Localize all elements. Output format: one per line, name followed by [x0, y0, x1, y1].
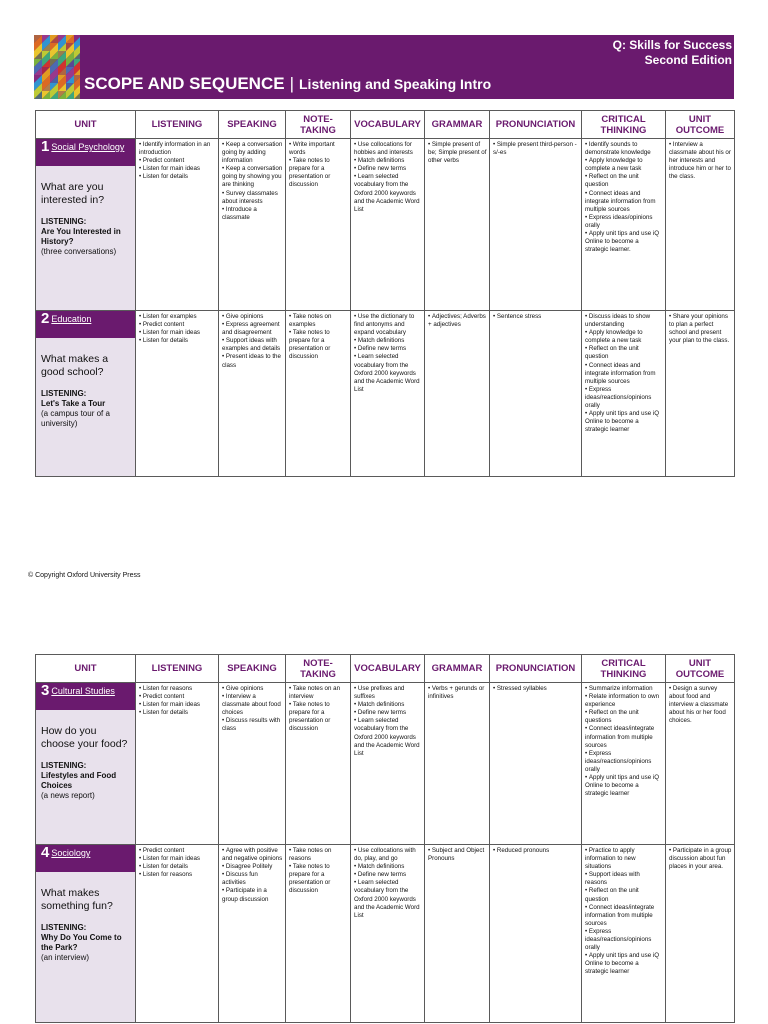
pronunciation-cell [490, 683, 582, 845]
bullet-list [222, 847, 283, 904]
bullet-list [354, 685, 422, 758]
scope-table-2 [35, 654, 735, 1023]
bullet-list [428, 141, 487, 165]
bullet-item: • Stressed syllables [493, 685, 579, 693]
bullet-item: • Disagree Politely [222, 863, 283, 871]
unit-listening-info [41, 761, 130, 801]
bullet-item: • Apply knowledge to complete a new task [585, 157, 663, 173]
bullet-item: • Interview a classmate about food choices [222, 693, 283, 717]
bullet-item: • Practice to apply information to new situations [585, 847, 663, 871]
bullet-item: • Use collocations for hobbies and interests [354, 141, 422, 157]
bullet-item: • Match definitions [354, 701, 422, 709]
bullet-item: • Express agreement and disagreement [222, 321, 283, 337]
bullet-item: • Apply unit tips and use iQ Online to become a strategic learner [585, 774, 663, 798]
bullet-item: • Learn selected vocabulary from the Oxford 2000 keywords and the Academic Word List [354, 717, 422, 757]
column-header-speaking: SPEAKING [219, 111, 286, 139]
vocabulary-cell [351, 139, 425, 311]
bullet-item: • Design a survey about food and interview a classmate about his or her food choices. [669, 685, 732, 725]
bullet-item: • Keep a conversation going by showing you are thinking [222, 165, 283, 189]
unit-number: 1 [41, 138, 50, 155]
unit-question: What makes something fun? [41, 887, 113, 912]
bullet-item: • Listen for reasons [139, 871, 216, 879]
bullet-list [585, 685, 663, 798]
listening-description: (three conversations) [41, 247, 117, 256]
bullet-list [585, 141, 663, 254]
bullet-item: • Listen for details [139, 863, 216, 871]
unit-header [36, 139, 135, 166]
bullet-item: • Take notes to prepare for a presentation or discussion [289, 329, 348, 361]
bullet-item: • Apply knowledge to complete a new task [585, 329, 663, 345]
bullet-item: • Listen for reasons [139, 685, 216, 693]
bullet-item: • Interview a classmate about his or her interests and introduce him or her to the class. [669, 141, 732, 181]
bullet-list [585, 847, 663, 977]
listening-description: (an interview) [41, 953, 90, 962]
bullet-list [289, 313, 348, 362]
brand-line-2: Second Edition [644, 53, 732, 67]
listening-title: Why Do You Come to the Park? [41, 933, 122, 952]
bullet-list [428, 847, 487, 863]
scope-table-1 [35, 110, 735, 477]
bullet-list [289, 685, 348, 734]
bullet-list [139, 141, 216, 181]
bullet-item: • Listen for examples [139, 313, 216, 321]
bullet-item: • Express ideas/reactions/opinions orally [585, 386, 663, 410]
column-header-note-taking: NOTE-TAKING [286, 655, 351, 683]
column-header-pronunciation: PRONUNCIATION [490, 655, 582, 683]
bullet-item: • Present ideas to the class [222, 353, 283, 369]
unit-header [36, 311, 135, 338]
vocabulary-cell [351, 845, 425, 1023]
bullet-item: • Verbs + gerunds or infinitives [428, 685, 487, 701]
outcome-cell [666, 845, 735, 1023]
bullet-item: • Define new terms [354, 165, 422, 173]
pronunciation-cell [490, 139, 582, 311]
bullet-item: • Predict content [139, 693, 216, 701]
column-header-listening: LISTENING [136, 655, 219, 683]
bullet-item: • Take notes to prepare for a presentation or discussion [289, 157, 348, 189]
column-header-unit: UNIT [36, 655, 136, 683]
unit-cell [36, 139, 136, 311]
listening-title: Let's Take a Tour [41, 399, 106, 408]
column-header-critical-thinking: CRITICAL THINKING [582, 655, 666, 683]
speaking-cell [219, 139, 286, 311]
bullet-item: • Relate information to own experience [585, 693, 663, 709]
bullet-item: • Take notes to prepare for a presentation or discussion [289, 701, 348, 733]
bullet-list [289, 847, 348, 896]
critical-thinking-cell [582, 311, 666, 477]
bullet-list [354, 141, 422, 214]
bullet-item: • Listen for main ideas [139, 329, 216, 337]
column-header-grammar: GRAMMAR [425, 655, 490, 683]
unit-number: 4 [41, 844, 50, 861]
bullet-item: • Connect ideas and integrate information from multiple sources [585, 190, 663, 214]
outcome-cell [666, 311, 735, 477]
bullet-item: • Apply unit tips and use iQ Online to become a strategic learner. [585, 230, 663, 254]
bullet-item: • Discuss ideas to show understanding [585, 313, 663, 329]
column-header-vocabulary: VOCABULARY [351, 655, 425, 683]
vocabulary-cell [351, 683, 425, 845]
unit-question: What makes a good school? [41, 353, 109, 378]
unit-name-link[interactable]: Cultural Studies [51, 686, 115, 696]
grammar-cell [425, 311, 490, 477]
listening-cell [136, 845, 219, 1023]
bullet-item: • Summarize information [585, 685, 663, 693]
bullet-item: • Sentence stress [493, 313, 579, 321]
bullet-item: • Survey classmates about interests [222, 190, 283, 206]
bullet-item: • Take notes on an interview [289, 685, 348, 701]
column-header-unit-outcome: UNIT OUTCOME [666, 655, 735, 683]
column-header-unit: UNIT [36, 111, 136, 139]
unit-number: 3 [41, 682, 50, 699]
bullet-item: • Express ideas/reactions/opinions orally [585, 750, 663, 774]
note-taking-cell [286, 683, 351, 845]
grammar-cell [425, 139, 490, 311]
bullet-item: • Adjectives; Adverbs + adjectives [428, 313, 487, 329]
brand-line-1: Q: Skills for Success [612, 38, 732, 52]
bullet-item: • Take notes on reasons [289, 847, 348, 863]
bullet-list [493, 141, 579, 157]
listening-title: Are You Interested in History? [41, 227, 121, 246]
outcome-cell [666, 139, 735, 311]
bullet-list [222, 141, 283, 222]
bullet-item: • Express ideas/opinions orally [585, 214, 663, 230]
bullet-list [354, 313, 422, 394]
outcome-cell [666, 683, 735, 845]
listening-label: LISTENING: [41, 389, 87, 398]
bullet-item: • Connect ideas/integrate information from multiple sources [585, 904, 663, 928]
bullet-list [428, 685, 487, 701]
unit-header [36, 845, 135, 872]
bullet-item: • Apply unit tips and use iQ Online to become a strategic learner [585, 952, 663, 976]
bullet-item: • Reflect on the unit questions [585, 709, 663, 725]
pronunciation-cell [490, 845, 582, 1023]
grammar-cell [425, 683, 490, 845]
unit-listening-info [41, 217, 130, 257]
column-header-pronunciation: PRONUNCIATION [490, 111, 582, 139]
brand-block [613, 38, 732, 68]
unit-header [36, 683, 135, 710]
bullet-item: • Use the dictionary to find antonyms and expand vocabulary [354, 313, 422, 337]
page-title [84, 74, 491, 94]
copyright-text: © Copyright Oxford University Press [28, 572, 141, 579]
column-header-vocabulary: VOCABULARY [351, 111, 425, 139]
unit-row [36, 139, 735, 311]
unit-listening-info [41, 923, 130, 963]
unit-name-link[interactable]: Sociology [51, 848, 91, 858]
column-header-note-taking: NOTE-TAKING [286, 111, 351, 139]
bullet-item: • Reflect on the unit question [585, 345, 663, 361]
bullet-item: • Listen for details [139, 709, 216, 717]
bullet-list [354, 847, 422, 920]
column-header-row [36, 655, 735, 683]
column-header-critical-thinking: CRITICAL THINKING [582, 111, 666, 139]
column-header-grammar: GRAMMAR [425, 111, 490, 139]
listening-cell [136, 683, 219, 845]
note-taking-cell [286, 139, 351, 311]
bullet-item: • Listen for main ideas [139, 165, 216, 173]
bullet-item: • Predict content [139, 157, 216, 165]
column-header-speaking: SPEAKING [219, 655, 286, 683]
bullet-item: • Listen for details [139, 337, 216, 345]
bullet-item: • Predict content [139, 321, 216, 329]
column-header-listening: LISTENING [136, 111, 219, 139]
bullet-item: • Keep a conversation going by adding information [222, 141, 283, 165]
bullet-list [669, 685, 732, 725]
bullet-item: • Discuss fun activities [222, 871, 283, 887]
bullet-list [585, 313, 663, 434]
bullet-item: • Listen for main ideas [139, 855, 216, 863]
bullet-item: • Give opinions [222, 313, 283, 321]
bullet-item: • Simple present of be; Simple present of other verbs [428, 141, 487, 165]
bullet-item: • Match definitions [354, 863, 422, 871]
unit-row [36, 683, 735, 845]
unit-question: How do you choose your food? [41, 725, 128, 750]
bullet-item: • Reduced pronouns [493, 847, 579, 855]
title-separator: | [289, 74, 294, 93]
unit-name-link[interactable]: Education [51, 314, 92, 324]
bullet-item: • Participate in a group discussion about fun places in your area. [669, 847, 732, 871]
unit-cell [36, 683, 136, 845]
bullet-list [428, 313, 487, 329]
note-taking-cell [286, 311, 351, 477]
bullet-item: • Define new terms [354, 871, 422, 879]
bullet-item: • Use collocations with do, play, and go [354, 847, 422, 863]
unit-row [36, 311, 735, 477]
listening-label: LISTENING: [41, 923, 87, 932]
bullet-list [669, 313, 732, 345]
bullet-item: • Learn selected vocabulary from the Oxford 2000 keywords and the Academic Word List [354, 173, 422, 213]
title-text: SCOPE AND SEQUENCE [84, 74, 285, 93]
bullet-item: • Discuss results with class [222, 717, 283, 733]
note-taking-cell [286, 845, 351, 1023]
bullet-item: • Identify information in an introduction [139, 141, 216, 157]
bullet-item: • Give opinions [222, 685, 283, 693]
bullet-item: • Introduce a classmate [222, 206, 283, 222]
listening-label: LISTENING: [41, 217, 87, 226]
speaking-cell [219, 311, 286, 477]
bullet-item: • Reflect on the unit question [585, 173, 663, 189]
bullet-item: • Predict content [139, 847, 216, 855]
unit-row [36, 845, 735, 1023]
critical-thinking-cell [582, 139, 666, 311]
bullet-item: • Connect ideas/integrate information from multiple sources [585, 725, 663, 749]
bullet-item: • Identify sounds to demonstrate knowledge [585, 141, 663, 157]
subtitle-text: Listening and Speaking Intro [299, 76, 492, 92]
speaking-cell [219, 683, 286, 845]
logo [34, 35, 80, 99]
bullet-item: • Connect ideas and integrate information from multiple sources [585, 362, 663, 386]
bullet-item: • Reflect on the unit question [585, 887, 663, 903]
bullet-item: • Apply unit tips and use iQ Online to become a strategic learner [585, 410, 663, 434]
column-header-unit-outcome: UNIT OUTCOME [666, 111, 735, 139]
critical-thinking-cell [582, 845, 666, 1023]
bullet-item: • Define new terms [354, 345, 422, 353]
listening-label: LISTENING: [41, 761, 87, 770]
bullet-list [289, 141, 348, 190]
bullet-item: • Use prefixes and suffixes [354, 685, 422, 701]
bullet-item: • Participate in a group discussion [222, 887, 283, 903]
bullet-list [222, 685, 283, 734]
unit-number: 2 [41, 310, 50, 327]
unit-question: What are you interested in? [41, 181, 105, 206]
header-banner [34, 35, 734, 99]
bullet-list [222, 313, 283, 370]
bullet-list [139, 847, 216, 879]
listening-cell [136, 311, 219, 477]
bullet-item: • Match definitions [354, 157, 422, 165]
unit-listening-info [41, 389, 130, 429]
bullet-item: • Define new terms [354, 709, 422, 717]
bullet-list [493, 685, 579, 693]
bullet-item: • Write important words [289, 141, 348, 157]
bullet-item: • Match definitions [354, 337, 422, 345]
bullet-list [139, 685, 216, 717]
bullet-item: • Agree with positive and negative opinions [222, 847, 283, 863]
bullet-item: • Support ideas with examples and details [222, 337, 283, 353]
bullet-item: • Express ideas/reactions/opinions orally [585, 928, 663, 952]
bullet-item: • Support ideas with reasons [585, 871, 663, 887]
bullet-list [669, 141, 732, 181]
listening-description: (a campus tour of a university) [41, 409, 110, 428]
bullet-item: • Learn selected vocabulary from the Oxford 2000 keywords and the Academic Word List [354, 353, 422, 393]
bullet-item: • Take notes on examples [289, 313, 348, 329]
bullet-list [139, 313, 216, 345]
listening-description: (a news report) [41, 791, 95, 800]
column-header-row [36, 111, 735, 139]
critical-thinking-cell [582, 683, 666, 845]
unit-cell [36, 845, 136, 1023]
listening-title: Lifestyles and Food Choices [41, 771, 117, 790]
bullet-list [493, 313, 579, 321]
bullet-item: • Listen for main ideas [139, 701, 216, 709]
listening-cell [136, 139, 219, 311]
unit-cell [36, 311, 136, 477]
bullet-item: • Listen for details [139, 173, 216, 181]
bullet-item: • Take notes to prepare for a presentation or discussion [289, 863, 348, 895]
vocabulary-cell [351, 311, 425, 477]
unit-name-link[interactable]: Social Psychology [51, 142, 125, 152]
bullet-list [669, 847, 732, 871]
bullet-item: • Learn selected vocabulary from the Oxford 2000 keywords and the Academic Word List [354, 879, 422, 919]
bullet-item: • Subject and Object Pronouns [428, 847, 487, 863]
bullet-item: • Simple present third-person -s/-es [493, 141, 579, 157]
grammar-cell [425, 845, 490, 1023]
speaking-cell [219, 845, 286, 1023]
bullet-list [493, 847, 579, 855]
pronunciation-cell [490, 311, 582, 477]
bullet-item: • Share your opinions to plan a perfect school and present your plan to the class. [669, 313, 732, 345]
